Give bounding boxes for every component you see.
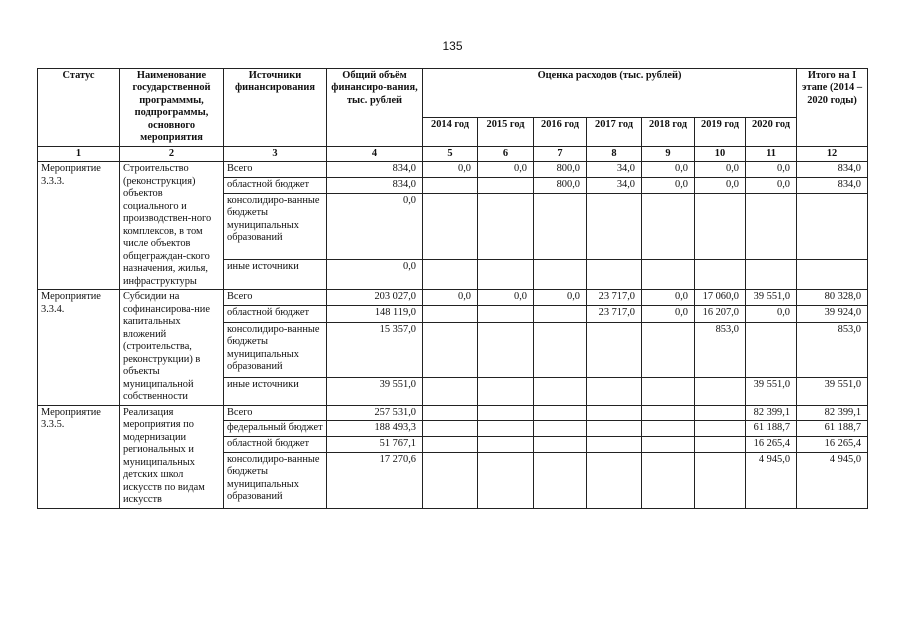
stage-total: 853,0 (797, 322, 868, 378)
header-year: 2014 год (423, 117, 478, 146)
year-value (478, 260, 534, 290)
funding-source: областной бюджет (224, 437, 327, 452)
year-value: 23 717,0 (587, 306, 642, 322)
year-value (478, 306, 534, 322)
year-value (478, 322, 534, 378)
year-value (695, 260, 746, 290)
column-number: 1 (38, 146, 120, 161)
year-value (423, 322, 478, 378)
stage-total: 4 945,0 (797, 452, 868, 508)
year-value (423, 306, 478, 322)
total-volume: 203 027,0 (327, 290, 423, 306)
year-value (642, 421, 695, 437)
stage-total: 80 328,0 (797, 290, 868, 306)
stage-total: 834,0 (797, 162, 868, 178)
year-value (695, 378, 746, 405)
year-value (534, 193, 587, 259)
year-value: 82 399,1 (746, 405, 797, 420)
column-number: 4 (327, 146, 423, 161)
header-estimate: Оценка расходов (тыс. рублей) (423, 69, 797, 118)
year-value (642, 378, 695, 405)
year-value: 0,0 (642, 290, 695, 306)
year-value: 0,0 (534, 290, 587, 306)
year-value (423, 260, 478, 290)
year-value (478, 378, 534, 405)
column-number: 9 (642, 146, 695, 161)
table-row (38, 405, 868, 420)
year-value (478, 421, 534, 437)
year-value: 853,0 (695, 322, 746, 378)
column-number: 5 (423, 146, 478, 161)
year-value (746, 260, 797, 290)
year-value (695, 405, 746, 420)
budget-table (37, 68, 868, 509)
group-status: Мероприятие 3.3.5. (38, 405, 120, 508)
column-number: 10 (695, 146, 746, 161)
total-volume: 834,0 (327, 162, 423, 178)
year-value: 800,0 (534, 177, 587, 193)
total-volume: 0,0 (327, 260, 423, 290)
year-value (695, 193, 746, 259)
group-name: Субсидии на софинансирова-ние капитальных вложений (строительства, реконструкции) в объекты муниципальной собственности (120, 290, 224, 405)
year-value (534, 378, 587, 405)
year-value: 0,0 (423, 290, 478, 306)
stage-total: 82 399,1 (797, 405, 868, 420)
total-volume: 148 119,0 (327, 306, 423, 322)
year-value (587, 193, 642, 259)
funding-source: областной бюджет (224, 177, 327, 193)
year-value: 0,0 (746, 306, 797, 322)
column-number: 12 (797, 146, 868, 161)
year-value (642, 437, 695, 452)
year-value: 16 207,0 (695, 306, 746, 322)
column-number: 3 (224, 146, 327, 161)
year-value (478, 437, 534, 452)
year-value (534, 260, 587, 290)
header-status: Статус (38, 69, 120, 147)
funding-source: Всего (224, 405, 327, 420)
year-value (587, 378, 642, 405)
header-year: 2016 год (534, 117, 587, 146)
year-value: 17 060,0 (695, 290, 746, 306)
total-volume: 834,0 (327, 177, 423, 193)
year-value (642, 452, 695, 508)
year-value (423, 405, 478, 420)
year-value: 4 945,0 (746, 452, 797, 508)
funding-source: федеральный бюджет (224, 421, 327, 437)
year-value (642, 193, 695, 259)
year-value (642, 322, 695, 378)
year-value (642, 260, 695, 290)
header-year: 2017 год (587, 117, 642, 146)
year-value (587, 260, 642, 290)
year-value (423, 177, 478, 193)
header-sources: Источники финансирования (224, 69, 327, 147)
total-volume: 257 531,0 (327, 405, 423, 420)
year-value (695, 437, 746, 452)
year-value (423, 452, 478, 508)
year-value: 34,0 (587, 177, 642, 193)
year-value: 0,0 (746, 162, 797, 178)
header-year: 2015 год (478, 117, 534, 146)
total-volume: 17 270,6 (327, 452, 423, 508)
year-value (478, 177, 534, 193)
header-total-volume: Общий объём финансиро-вания, тыс. рублей (327, 69, 423, 147)
year-value (587, 322, 642, 378)
column-number: 11 (746, 146, 797, 161)
table-body (38, 162, 868, 508)
group-name: Реализация мероприятия по модернизации региональных и муниципальных детских школ искусств по видам искусств (120, 405, 224, 508)
year-value: 0,0 (642, 162, 695, 178)
year-value (534, 405, 587, 420)
year-value: 0,0 (746, 177, 797, 193)
table-row (38, 290, 868, 306)
stage-total: 39 924,0 (797, 306, 868, 322)
year-value (423, 193, 478, 259)
header-stage-total: Итого на I этапе (2014 – 2020 годы) (797, 69, 868, 147)
year-value: 34,0 (587, 162, 642, 178)
total-volume: 15 357,0 (327, 322, 423, 378)
stage-total (797, 193, 868, 259)
year-value (534, 421, 587, 437)
year-value: 61 188,7 (746, 421, 797, 437)
year-value (534, 452, 587, 508)
funding-source: областной бюджет (224, 306, 327, 322)
header-year: 2019 год (695, 117, 746, 146)
year-value (423, 421, 478, 437)
column-number: 7 (534, 146, 587, 161)
funding-source: Всего (224, 290, 327, 306)
year-value (534, 437, 587, 452)
year-value (587, 421, 642, 437)
stage-total (797, 260, 868, 290)
total-volume: 39 551,0 (327, 378, 423, 405)
funding-source: Всего (224, 162, 327, 178)
total-volume: 51 767,1 (327, 437, 423, 452)
year-value: 0,0 (478, 290, 534, 306)
year-value (534, 306, 587, 322)
total-volume: 188 493,3 (327, 421, 423, 437)
funding-source: иные источники (224, 260, 327, 290)
year-value: 39 551,0 (746, 290, 797, 306)
header-year: 2020 год (746, 117, 797, 146)
year-value: 0,0 (695, 162, 746, 178)
table-row (38, 162, 868, 178)
year-value (587, 437, 642, 452)
year-value: 23 717,0 (587, 290, 642, 306)
funding-source: консолидиро-ванные бюджеты муниципальных образований (224, 193, 327, 259)
year-value (746, 193, 797, 259)
year-value (478, 405, 534, 420)
year-value (746, 322, 797, 378)
stage-total: 61 188,7 (797, 421, 868, 437)
year-value (478, 452, 534, 508)
group-status: Мероприятие 3.3.4. (38, 290, 120, 405)
header-year: 2018 год (642, 117, 695, 146)
column-number: 8 (587, 146, 642, 161)
year-value: 0,0 (423, 162, 478, 178)
year-value: 800,0 (534, 162, 587, 178)
funding-source: консолидиро-ванные бюджеты муниципальных образований (224, 322, 327, 378)
year-value (587, 405, 642, 420)
header-name: Наименование государственной программмы, подпрограммы, основного мероприятия (120, 69, 224, 147)
stage-total: 834,0 (797, 177, 868, 193)
year-value: 0,0 (642, 306, 695, 322)
year-value: 0,0 (642, 177, 695, 193)
stage-total: 39 551,0 (797, 378, 868, 405)
year-value: 0,0 (695, 177, 746, 193)
year-value: 0,0 (478, 162, 534, 178)
total-volume: 0,0 (327, 193, 423, 259)
year-value (478, 193, 534, 259)
year-value: 16 265,4 (746, 437, 797, 452)
year-value (587, 452, 642, 508)
column-number: 6 (478, 146, 534, 161)
stage-total: 16 265,4 (797, 437, 868, 452)
year-value (695, 452, 746, 508)
column-number: 2 (120, 146, 224, 161)
group-status: Мероприятие 3.3.3. (38, 162, 120, 290)
year-value (423, 437, 478, 452)
year-value (423, 378, 478, 405)
year-value (695, 421, 746, 437)
year-value (642, 405, 695, 420)
funding-source: консолидиро-ванные бюджеты муниципальных образований (224, 452, 327, 508)
year-value (534, 322, 587, 378)
funding-source: иные источники (224, 378, 327, 405)
year-value: 39 551,0 (746, 378, 797, 405)
page-number: 135 (442, 39, 463, 53)
group-name: Строительство (реконструкция) объектов социального и производствен-ного комплексов, в том числе объектов общеграждан-ского назначения, жилья, инфраструктуры (120, 162, 224, 290)
